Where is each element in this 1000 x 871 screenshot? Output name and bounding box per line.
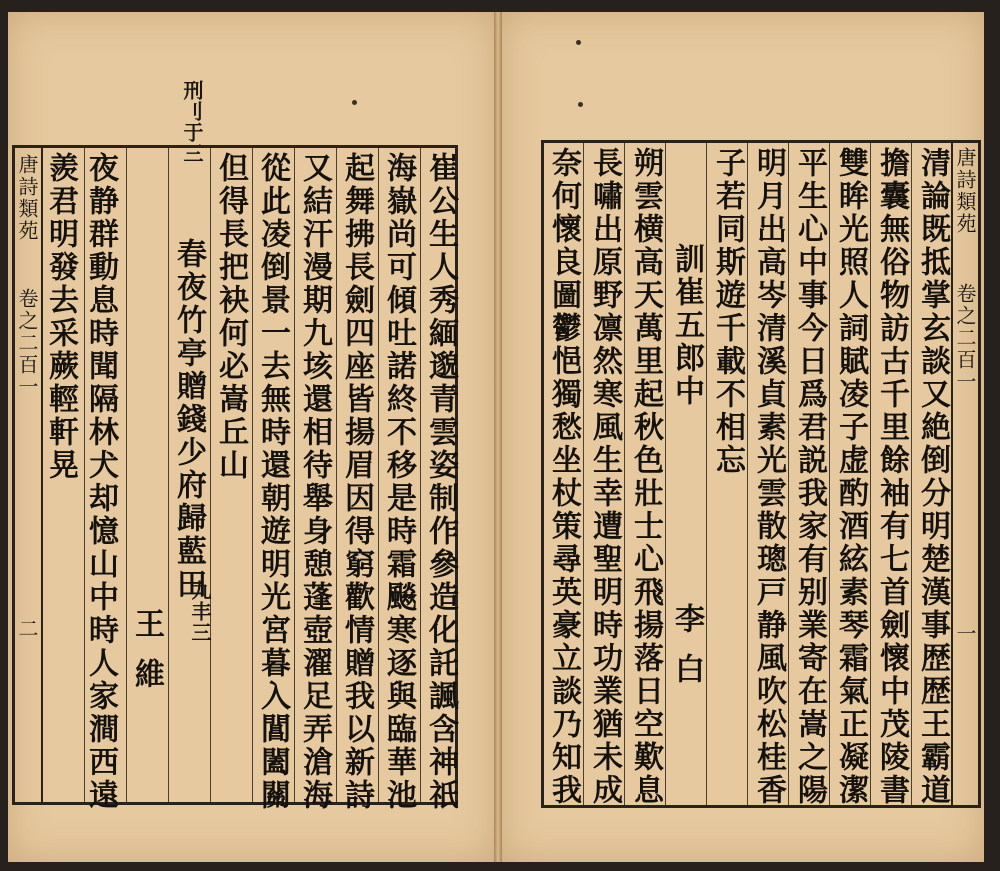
left-center-number: 二 (15, 618, 39, 640)
text-column: 崔公生人秀緬邈青雲姿制作參造化託諷含神祇 (423, 152, 458, 812)
poet-name: 王維 (129, 608, 164, 708)
left-text-frame (12, 145, 458, 812)
text-column: 但得長把袂何必嵩丘山 (213, 152, 248, 482)
left-center-title: 唐詩類苑 (15, 154, 39, 242)
text-column: 夜静群動息時聞隔林犬却憶山中時人家澗西遠 (83, 152, 118, 812)
text-column: 奈何懷良圖鬱悒獨愁坐杖策尋英豪立談乃知我 (546, 147, 581, 807)
book-gutter (494, 12, 502, 862)
left-center-volume: 卷之二百一 (15, 288, 39, 398)
text-column: 子若同斯遊千載不相忘 (710, 147, 745, 477)
poet-name: 李白 (669, 603, 704, 703)
right-text-frame (541, 140, 981, 808)
text-column: 清論既抵掌玄談又絶倒分明楚漢事歴歴王霸道 (915, 147, 950, 807)
binding-hole (578, 102, 583, 107)
text-column: 長嘯出原野凛然寒風生幸遭聖明時功業猶未成 (587, 147, 622, 807)
poem-title: 春夜竹亭贈錢少府歸藍田 (171, 238, 206, 601)
text-column: 海嶽尚可傾吐諾終不移是時霜飈寒逐與臨華池 (381, 152, 416, 812)
left-center-column (15, 148, 43, 802)
right-center-title: 唐詩類苑 (953, 147, 977, 235)
text-column: 起舞拂長劍四座皆揚眉因得窮歡情贈我以新詩 (339, 152, 374, 812)
text-column: 明月出高岑清溪貞素光雲散璁戸静風吹松桂香 (751, 147, 786, 807)
text-column: 又結汗漫期九垓還相待舉身憩蓬壺濯足弄滄海 (297, 152, 332, 812)
text-column: 羨君明發去采蕨輕軒晃 (43, 152, 78, 482)
text-column: 平生心中事今日爲君説我家有别業寄在嵩之陽 (792, 147, 827, 807)
text-column: 朔雲横高天萬里起秋色壯士心飛揚落日空歎息 (628, 147, 663, 807)
text-column: 雙眸光照人詞賦凌子虚酌酒絃素琴霜氣正凝潔 (833, 147, 868, 807)
margin-mark: 刑刂于三 (180, 80, 204, 164)
text-column: 擔囊無俗物訪古千里餘袖有七首劍懷中茂陵書 (874, 147, 909, 807)
inline-mark: 九丰三 (188, 580, 212, 643)
poem-title: 訓崔五郎中 (669, 243, 704, 408)
binding-hole (352, 100, 357, 105)
right-center-volume: 卷之二百一 (953, 283, 977, 393)
binding-hole (576, 40, 581, 45)
text-column: 從此凌倒景一去無時還朝遊明光宮暮入閶闔關 (255, 152, 290, 812)
right-center-number: 一 (953, 623, 977, 645)
